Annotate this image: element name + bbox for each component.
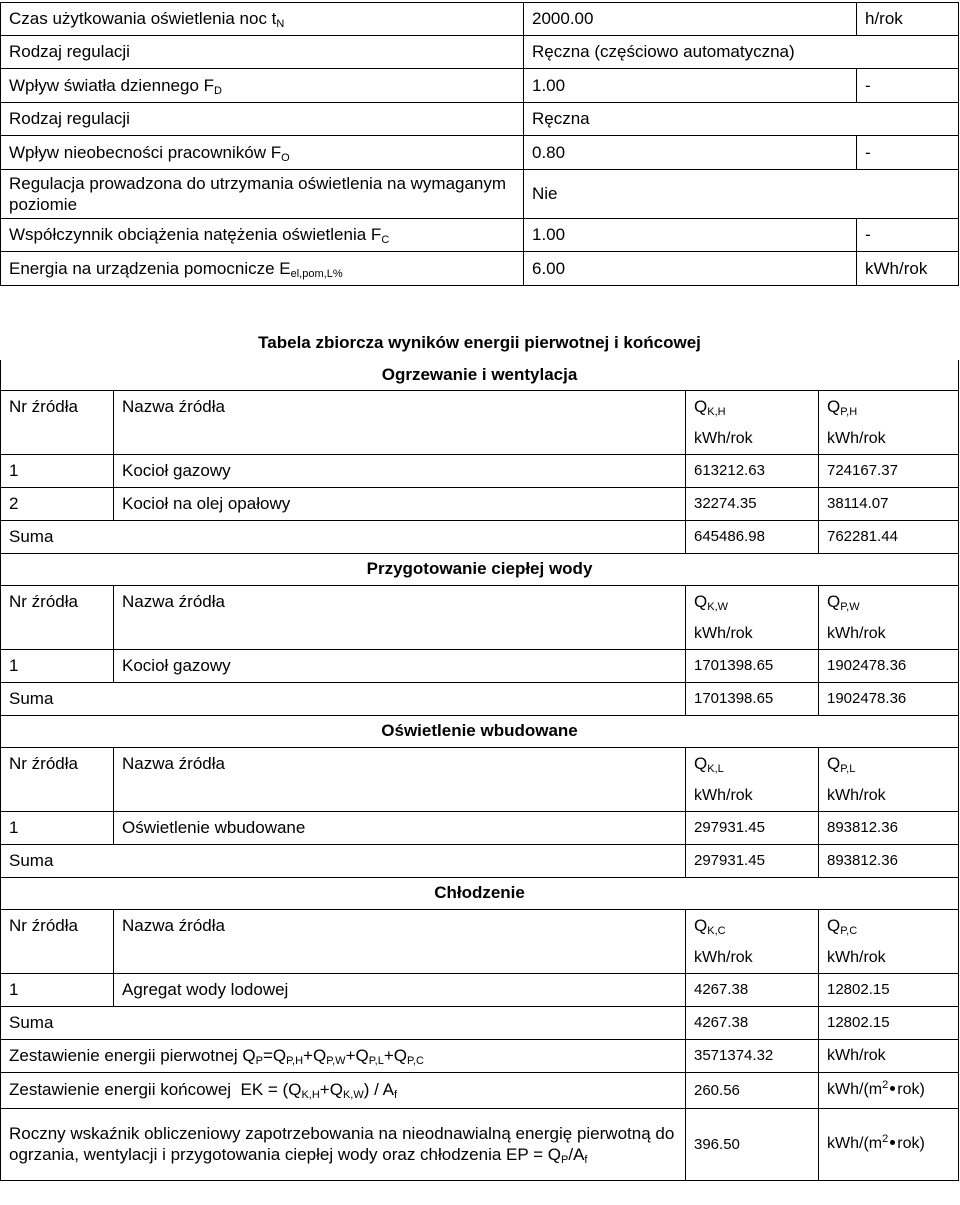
qp-unit: kWh/rok (819, 619, 959, 649)
section-unit-row (1, 943, 959, 973)
sum-label: Suma (1, 682, 686, 715)
param-value: 6.00 (524, 252, 857, 286)
section-title: Chłodzenie (1, 877, 959, 909)
section-title-row (1, 715, 959, 747)
param-label-text: Rodzaj regulacji (9, 109, 130, 128)
param-label (1, 69, 524, 103)
sum-label: Suma (1, 1006, 686, 1039)
col-nr-header: Nr źródła (1, 585, 114, 619)
param-unit: - (857, 219, 959, 252)
sum-qp: 12802.15 (819, 1006, 959, 1039)
param-label-text: Regulacja prowadzona do utrzymania oświetlenia na wymaganym poziomie (9, 174, 507, 214)
source-name: Kocioł gazowy (114, 649, 686, 682)
col-qp-header (819, 747, 959, 781)
primary-energy-value: 3571374.32 (686, 1039, 819, 1072)
final-energy-label: Zestawienie energii końcowej EK = $(Q_{K,H}+Q_{K,W}) / A_f$ (1, 1072, 686, 1108)
sum-qk: 4267.38 (686, 1006, 819, 1039)
param-row (1, 252, 959, 286)
qp-subscript: P,H (840, 406, 858, 419)
qp-subscript: P,L (840, 763, 856, 776)
qk-subscript: K,H (707, 406, 726, 419)
energy-summary-table (0, 326, 959, 1181)
col-name-header: Nazwa źródła (114, 390, 686, 424)
param-label (1, 170, 524, 219)
param-value: Ręczna (524, 103, 959, 136)
source-qp: 12802.15 (819, 973, 959, 1006)
qp-symbol: Q (827, 754, 841, 774)
qp-subscript: P,W (840, 601, 860, 614)
col-name-header: Nazwa źródła (114, 585, 686, 619)
primary-energy-unit: kWh/rok (819, 1039, 959, 1072)
primary-energy-row (1, 1039, 959, 1072)
param-value: 1.00 (524, 219, 857, 252)
param-unit: h/rok (857, 3, 959, 36)
col-qk-header (686, 909, 819, 943)
param-row (1, 3, 959, 36)
qk-unit: kWh/rok (686, 943, 819, 973)
param-unit: - (857, 69, 959, 103)
section-header-row (1, 909, 959, 943)
qk-subscript: K,C (707, 925, 726, 938)
qp-symbol: Q (827, 916, 841, 936)
qk-symbol: Q (694, 397, 708, 417)
section-header-row (1, 390, 959, 424)
sum-qp: 762281.44 (819, 520, 959, 553)
qk-subscript: K,W (707, 601, 729, 614)
param-label-text: Czas użytkowania oświetlenia noc t (9, 9, 277, 28)
col-nr-unit-cell (1, 781, 114, 811)
qk-unit: kWh/rok (686, 619, 819, 649)
sum-row (1, 844, 959, 877)
param-value: 1.00 (524, 69, 857, 103)
source-row (1, 487, 959, 520)
final-energy-value: 260.56 (686, 1072, 819, 1108)
qp-unit: kWh/rok (819, 943, 959, 973)
col-name-header: Nazwa źródła (114, 909, 686, 943)
param-label (1, 252, 524, 286)
primary-energy-label: Zestawienie energii pierwotnej $Q_P=Q_{P,H}+Q_{P,W}+Q_{P,L}+Q_{P,C}$ (1, 1039, 686, 1072)
sum-row (1, 682, 959, 715)
col-qk-header (686, 390, 819, 424)
source-nr: 1 (1, 454, 114, 487)
param-label (1, 36, 524, 69)
source-qk: 613212.63 (686, 454, 819, 487)
source-row (1, 973, 959, 1006)
param-label-text: Wpływ światła dziennego F (9, 75, 215, 95)
sum-label: Suma (1, 844, 686, 877)
section-title: Ogrzewanie i wentylacja (1, 360, 959, 390)
param-value: Ręczna (częściowo automatyczna) (524, 36, 959, 69)
source-name: Kocioł gazowy (114, 454, 686, 487)
param-row (1, 36, 959, 69)
param-value: 0.80 (524, 136, 857, 170)
param-label-subscript: O (281, 151, 290, 164)
sum-row (1, 1006, 959, 1039)
qk-symbol: Q (694, 916, 708, 936)
source-row (1, 454, 959, 487)
source-name: Kocioł na olej opałowy (114, 487, 686, 520)
section-header-row (1, 585, 959, 619)
col-qp-header (819, 390, 959, 424)
lighting-parameters-table (0, 2, 959, 286)
col-nr-header: Nr źródła (1, 390, 114, 424)
param-label-text: Wpływ nieobecności pracowników F (9, 142, 282, 162)
param-label-subscript: D (214, 84, 222, 97)
sum-qk: 645486.98 (686, 520, 819, 553)
qk-symbol: Q (694, 592, 708, 612)
param-row (1, 103, 959, 136)
qk-unit: kWh/rok (686, 781, 819, 811)
summary-title: Tabela zbiorcza wyników energii pierwotnej i końcowej (258, 333, 701, 352)
sum-label: Suma (1, 520, 686, 553)
section-title-row (1, 360, 959, 390)
final-energy-row (1, 1072, 959, 1108)
source-qk: 4267.38 (686, 973, 819, 1006)
section-title-row (1, 553, 959, 585)
section-title: Oświetlenie wbudowane (1, 715, 959, 747)
source-name: Agregat wody lodowej (114, 973, 686, 1006)
sum-row (1, 520, 959, 553)
col-name-header: Nazwa źródła (114, 747, 686, 781)
param-row (1, 170, 959, 219)
ep-value: 396.50 (686, 1108, 819, 1180)
param-unit: - (857, 136, 959, 170)
source-nr: 1 (1, 649, 114, 682)
param-label-subscript: N (276, 18, 285, 30)
col-nr-header: Nr źródła (1, 747, 114, 781)
param-row (1, 136, 959, 170)
section-unit-row (1, 781, 959, 811)
source-qp: 38114.07 (819, 487, 959, 520)
qk-unit: kWh/rok (686, 424, 819, 454)
qp-subscript: P,C (840, 925, 858, 938)
col-qp-header (819, 909, 959, 943)
source-name: Oświetlenie wbudowane (114, 811, 686, 844)
param-label-text: Energia na urządzenia pomocnicze E (9, 258, 291, 278)
param-value: Nie (524, 170, 959, 219)
sum-qk: 297931.45 (686, 844, 819, 877)
ep-unit: kWh/($m^2$ rok) (819, 1108, 959, 1180)
col-name-unit-cell (114, 619, 686, 649)
ep-label: Roczny wskaźnik obliczeniowy zapotrzebowania na nieodnawialną energię pierwotną do ogrzania, wentylacji i przygotowania ciepłej wody oraz chłodzenia EP = $Q_P/A_f$ (1, 1108, 686, 1180)
section-header-row (1, 747, 959, 781)
section-unit-row (1, 424, 959, 454)
qk-subscript: K,L (707, 763, 724, 776)
param-row (1, 219, 959, 252)
sum-qp: 1902478.36 (819, 682, 959, 715)
param-label (1, 103, 524, 136)
summary-title-row (1, 326, 959, 360)
param-label-subscript: C (381, 234, 390, 246)
param-unit: kWh/rok (857, 252, 959, 286)
qp-unit: kWh/rok (819, 781, 959, 811)
ep-row (1, 1108, 959, 1180)
source-nr: 1 (1, 973, 114, 1006)
source-row (1, 811, 959, 844)
col-qk-header (686, 747, 819, 781)
col-name-unit-cell (114, 424, 686, 454)
col-name-unit-cell (114, 943, 686, 973)
source-qp: 1902478.36 (819, 649, 959, 682)
source-qk: 1701398.65 (686, 649, 819, 682)
col-nr-unit-cell (1, 943, 114, 973)
source-qp: 893812.36 (819, 811, 959, 844)
param-row (1, 69, 959, 103)
source-qp: 724167.37 (819, 454, 959, 487)
qk-symbol: Q (694, 754, 708, 774)
col-nr-header: Nr źródła (1, 909, 114, 943)
qp-unit: kWh/rok (819, 424, 959, 454)
col-name-unit-cell (114, 781, 686, 811)
source-nr: 2 (1, 487, 114, 520)
final-energy-unit: kWh/($m^2$ rok) (819, 1072, 959, 1108)
col-qk-header (686, 585, 819, 619)
source-qk: 32274.35 (686, 487, 819, 520)
sum-qp: 893812.36 (819, 844, 959, 877)
qp-symbol: Q (827, 397, 841, 417)
section-title-row (1, 877, 959, 909)
col-qp-header (819, 585, 959, 619)
section-unit-row (1, 619, 959, 649)
param-label (1, 3, 524, 36)
param-label (1, 219, 524, 252)
qp-symbol: Q (827, 592, 841, 612)
section-title: Przygotowanie ciepłej wody (1, 553, 959, 585)
source-qk: 297931.45 (686, 811, 819, 844)
param-label-subscript: el,pom,L% (290, 267, 343, 280)
sum-qk: 1701398.65 (686, 682, 819, 715)
source-row (1, 649, 959, 682)
param-value: 2000.00 (524, 3, 857, 36)
col-nr-unit-cell (1, 619, 114, 649)
source-nr: 1 (1, 811, 114, 844)
param-label (1, 136, 524, 170)
param-label-text: Współczynnik obciążenia natężenia oświetlenia F (9, 225, 382, 244)
col-nr-unit-cell (1, 424, 114, 454)
param-label-text: Rodzaj regulacji (9, 42, 130, 61)
